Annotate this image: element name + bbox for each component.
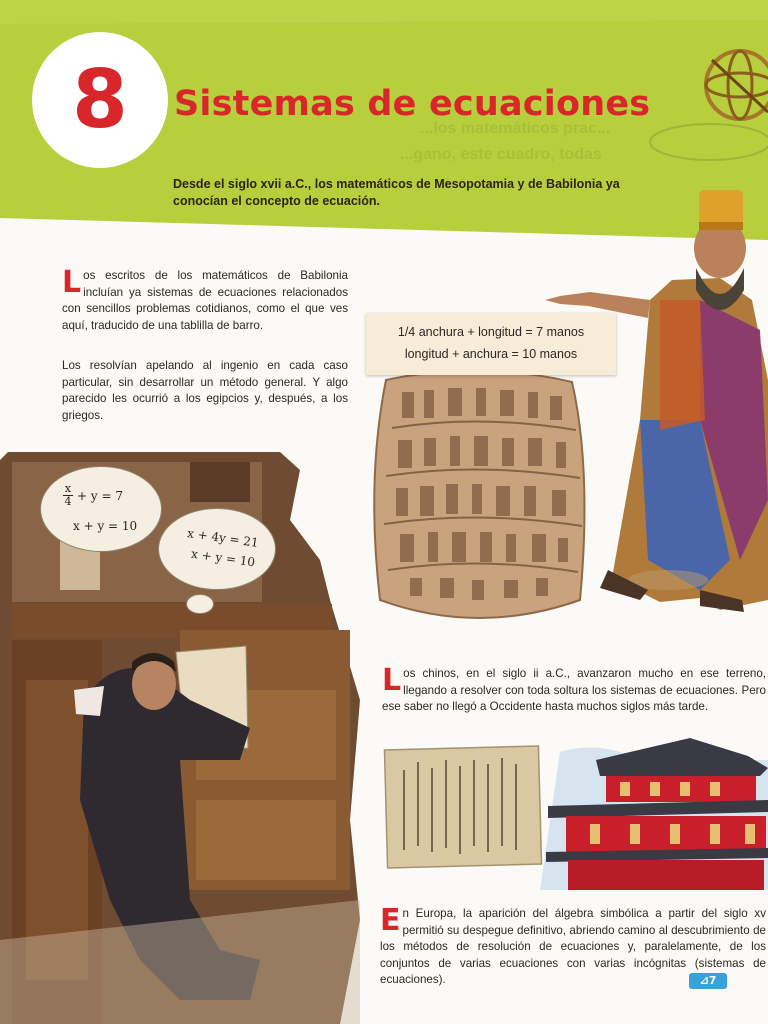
fraction-denominator: 4 <box>64 495 72 508</box>
page-title: Sistemas de ecuaciones <box>174 84 651 124</box>
drop-cap: L <box>62 265 82 300</box>
bubble2-line1: x + 4y = 21 <box>186 526 260 550</box>
tablet-equations-label <box>366 313 616 375</box>
babilonia-text-1: os escritos de los matemáticos de Babilonia incluían ya sistemas de ecuaciones relacionados con sencillos problemas cotidianos, como el que ves aquí, traducido de una tablilla de barro. <box>62 269 348 332</box>
chapter-number: 8 <box>72 53 128 146</box>
bubble2-line2: x + y = 10 <box>190 546 256 570</box>
tablet-equation-1: 1/4 anchura + longitud = 7 manos <box>397 325 585 339</box>
chinese-scroll-image <box>384 746 541 868</box>
china-text: os chinos, en el siglo ii a.C., avanzaron mucho en ese terreno, llegando a resolver con toda soltura los sistemas de ecuaciones. Pero ese saber no llegó a Occidente hasta muchos siglos más tarde. <box>382 667 766 714</box>
tablet-equation-2: longitud + anchura = 10 manos <box>404 347 578 361</box>
babilonia-paragraph-2: Los resolvían apelando al ingenio en cada caso particular, sin desarrollar un método general. Y algo parecido les ocurrió a los egipcios y, después, a los griegos. <box>62 359 348 422</box>
drop-cap: E <box>380 903 401 938</box>
digital-resource-badge[interactable]: ⊿7 <box>689 973 727 989</box>
drop-cap: L <box>382 663 402 698</box>
intro-text: Desde el siglo xvii a.C., los matemáticos de Mesopotamia y de Babilonia ya conocían el concepto de ecuación. <box>173 177 620 208</box>
ghost-text-1: ...los matemáticos prac... <box>420 120 611 137</box>
clay-tablet-image <box>374 370 584 618</box>
chinese-pagoda-image <box>540 738 768 890</box>
fraction-numerator: x <box>64 482 72 495</box>
armillary-sphere-icon <box>650 51 768 160</box>
babilonia-paragraph-1 <box>62 265 348 334</box>
bubble1-line1: + y = 7 <box>77 488 123 503</box>
bubble1-line2: x + y = 10 <box>73 519 138 533</box>
europa-text: n Europa, la aparición del álgebra simbólica a partir del siglo xv permitió su despegue definitivo, abriendo camino al descubrimiento de los métodos de resolución de ecuaciones y, paralelamente, de los conjuntos de varias ecuaciones con varias incógnitas (sistemas de ecuaciones). <box>380 907 766 987</box>
equation-bubble-2 <box>158 508 276 590</box>
thought-dot <box>186 594 214 614</box>
ghost-text-2: ...gano, este cuadro, todas <box>400 146 602 163</box>
equation-bubble-1 <box>40 466 162 552</box>
china-paragraph <box>382 663 766 716</box>
